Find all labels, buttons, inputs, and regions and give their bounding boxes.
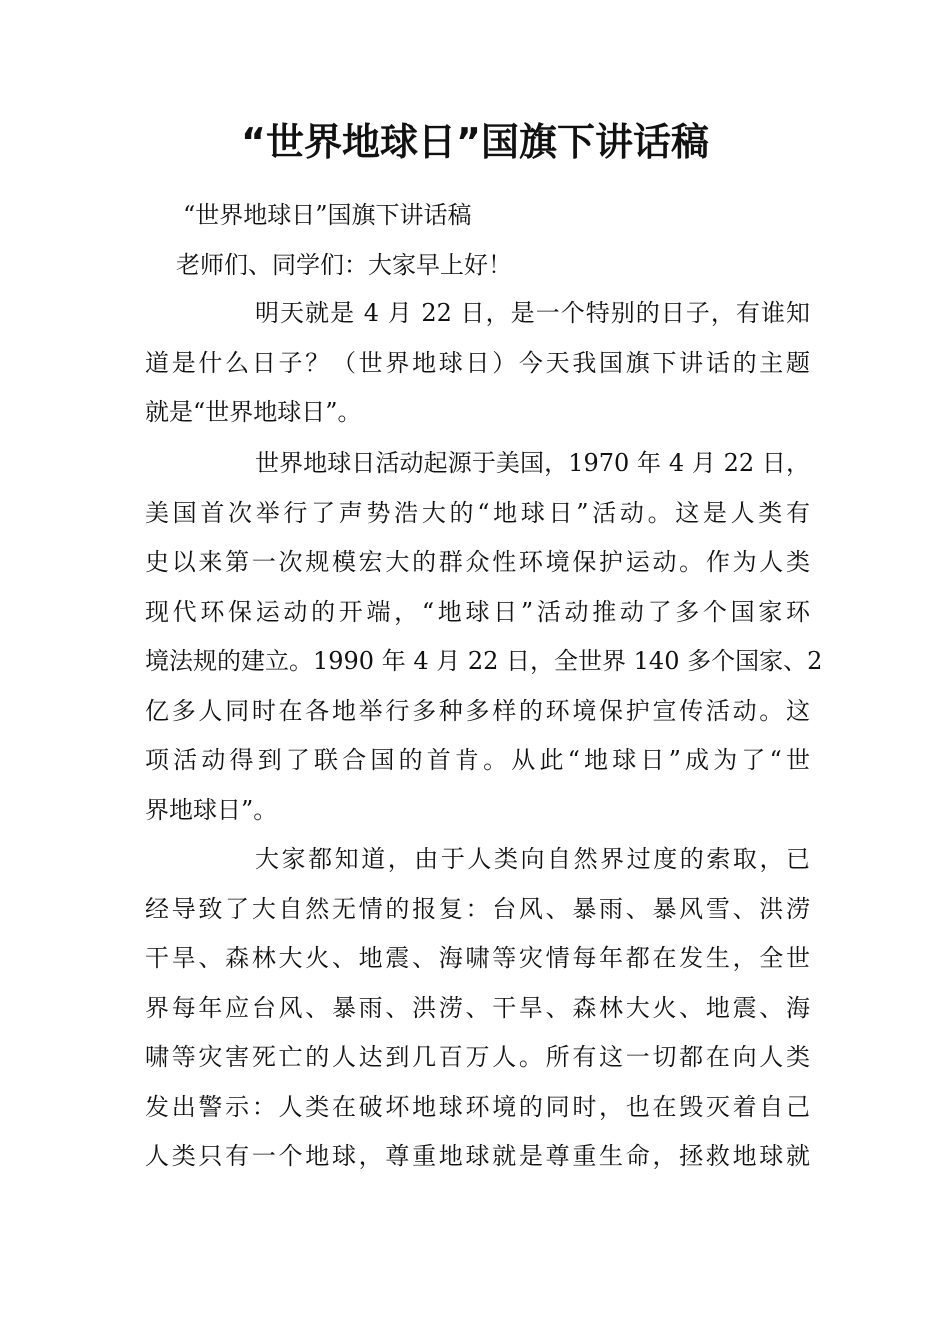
document-subtitle: “世界地球日”国旗下讲话稿 bbox=[183, 201, 472, 229]
paragraph-line: 人类只有一个地球，尊重地球就是尊重生命，拯救地球就 bbox=[145, 1142, 810, 1170]
paragraph-line: 经导致了大自然无情的报复：台风、暴雨、暴风雪、洪涝 bbox=[145, 894, 810, 923]
paragraph-line: 界每年应台风、暴雨、洪涝、干旱、森林大火、地震、海 bbox=[145, 993, 810, 1022]
paragraph-line: 境法规的建立。1990 年 4 月 22 日，全世界 140 多个国家、2 bbox=[145, 647, 823, 675]
paragraph-line: 项活动得到了联合国的首肯。从此“地球日”成为了“世 bbox=[145, 746, 810, 774]
paragraph-line: 亿多人同时在各地举行多种多样的环境保护宣传活动。这 bbox=[145, 696, 810, 725]
paragraph-line: 大家都知道，由于人类向自然界过度的索取，已 bbox=[255, 845, 810, 873]
paragraph-3 bbox=[145, 835, 810, 1182]
paragraph-line: 界地球日”。 bbox=[145, 795, 278, 824]
paragraph-2 bbox=[145, 439, 823, 835]
paragraph-line: 史以来第一次规模宏大的群众性环境保护运动。作为人类 bbox=[145, 548, 810, 576]
paragraph-line: 世界地球日活动起源于美国，1970 年 4 月 22 日， bbox=[255, 449, 810, 477]
paragraph-line: 啸等灾害死亡的人达到几百万人。所有这一切都在向人类 bbox=[145, 1043, 810, 1071]
greeting-line: 老师们、同学们：大家早上好！ bbox=[176, 251, 512, 279]
paragraph-line: 发出警示：人类在破坏地球环境的同时，也在毁灭着自己 bbox=[145, 1092, 810, 1121]
paragraph-line: 就是“世界地球日”。 bbox=[145, 398, 362, 426]
paragraph-line: 明天就是 4 月 22 日，是一个特别的日子，有谁知 bbox=[255, 299, 810, 327]
paragraph-line: 美国首次举行了声势浩大的“地球日”活动。这是人类有 bbox=[145, 498, 810, 527]
paragraph-line: 现代环保运动的开端，“地球日”活动推动了多个国家环 bbox=[145, 597, 810, 626]
paragraph-line: 干旱、森林大火、地震、海啸等灾情每年都在发生，全世 bbox=[145, 944, 810, 972]
paragraph-line: 道是什么日子？（世界地球日）今天我国旗下讲话的主题 bbox=[145, 348, 810, 377]
document-title: “世界地球日”国旗下讲话稿 bbox=[241, 120, 709, 164]
paragraph-1 bbox=[145, 289, 810, 438]
